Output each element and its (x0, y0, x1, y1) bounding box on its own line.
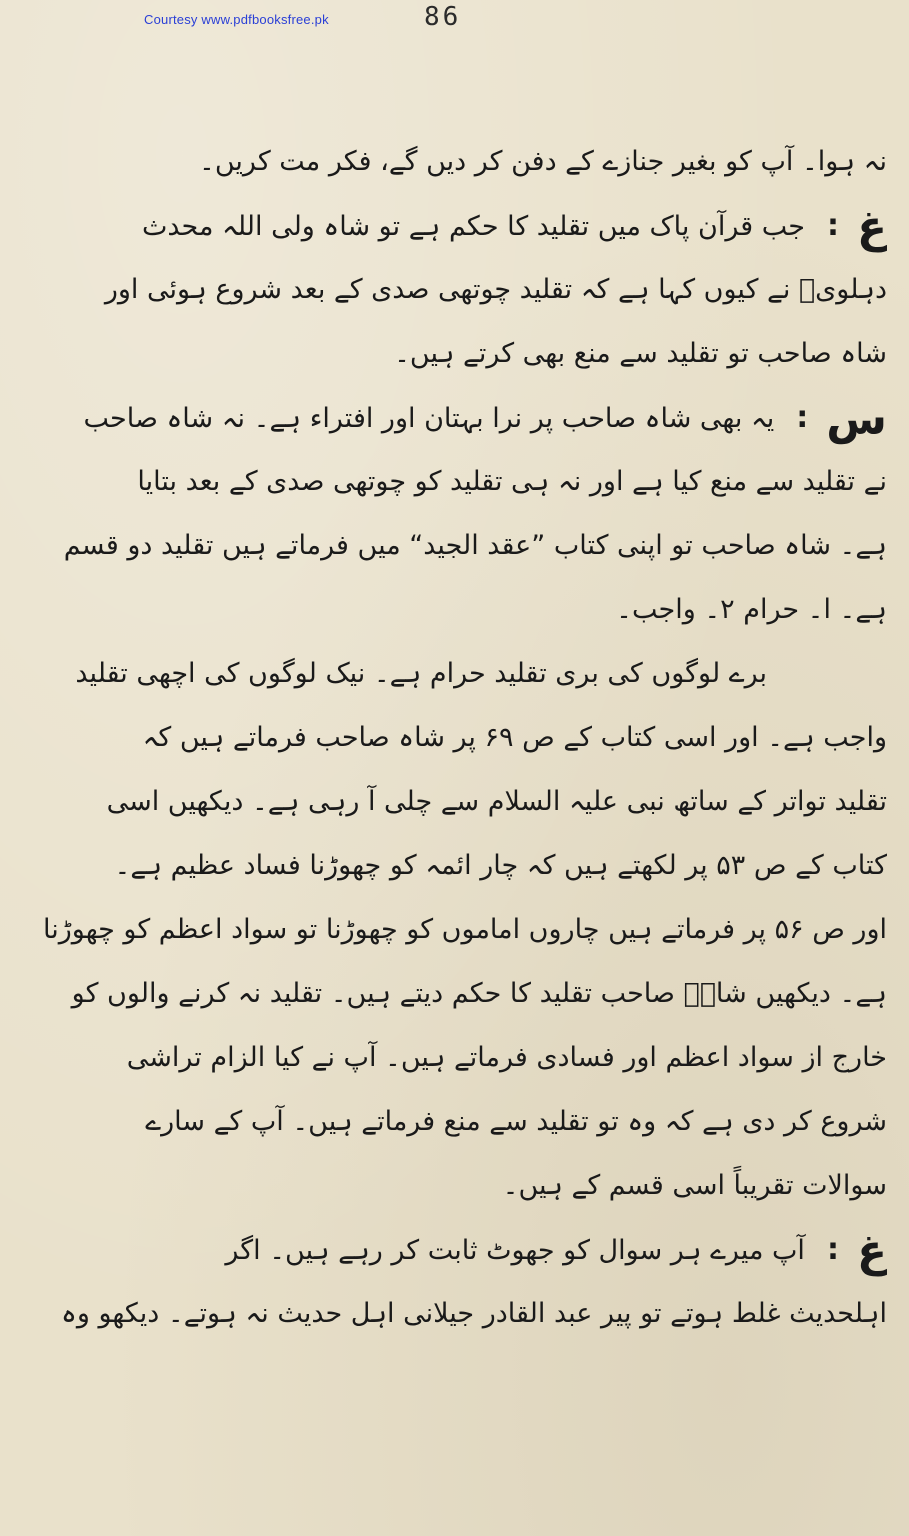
speaker-marker: غ (856, 201, 887, 253)
urdu-text-body (18, 130, 887, 1346)
line-text: نہ ہوا۔ آپ کو بغیر جنازے کے دفن کر دیں گے، فکر مت کریں۔ (199, 146, 887, 177)
speaker-colon: : (796, 400, 809, 435)
line-text: یہ بھی شاہ صاحب پر نرا بہتان اور افتراء ہے۔ نہ شاہ صاحب (83, 403, 775, 434)
line-text: شروع کر دی ہے کہ وہ تو تقلید سے منع فرماتے ہیں۔ آپ کے سارے (145, 1106, 887, 1137)
text-line (18, 962, 887, 1026)
line-text: خارج از سواد اعظم اور فسادی فرماتے ہیں۔ آپ نے کیا الزام تراشی (126, 1042, 887, 1073)
text-line-answer (18, 386, 887, 450)
line-text: آپ میرے ہر سوال کو جھوٹ ثابت کر رہے ہیں۔ اگر (225, 1235, 805, 1266)
courtesy-link[interactable]: Courtesy www.pdfbooksfree.pk (144, 12, 329, 27)
text-line (18, 706, 887, 770)
text-line (18, 258, 887, 322)
text-line-question (18, 194, 887, 258)
line-text: ہے۔ دیکھیں شاہؒ صاحب تقلید کا حکم دیتے ہیں۔ تقلید نہ کرنے والوں کو (71, 978, 887, 1009)
line-text: ہے۔ ا۔ حرام ۲۔ واجب۔ (616, 594, 887, 625)
text-line-question (18, 1218, 887, 1282)
line-text: کتاب کے ص ۵۳ پر لکھتے ہیں کہ چار ائمہ کو چھوڑنا فساد عظیم ہے۔ (114, 850, 887, 881)
text-line (18, 578, 887, 642)
line-text: نے تقلید سے منع کیا ہے اور نہ ہی تقلید کو چوتھی صدی کے بعد بتایا (137, 466, 887, 497)
line-text: واجب ہے۔ اور اسی کتاب کے ص ۶۹ پر شاہ صاحب فرماتے ہیں کہ (142, 722, 887, 753)
text-line (18, 450, 887, 514)
speaker-colon: : (826, 1232, 839, 1267)
line-text: دہلویؒ نے کیوں کہا ہے کہ تقلید چوتھی صدی کے بعد شروع ہوئی اور (104, 274, 887, 305)
line-text: شاہ صاحب تو تقلید سے منع بھی کرتے ہیں۔ (394, 338, 887, 369)
speaker-marker: غ (856, 1225, 887, 1277)
text-line-indented (18, 642, 887, 706)
line-text: اور ص ۵۶ پر فرماتے ہیں چاروں اماموں کو چھوڑنا تو سواد اعظم کو چھوڑنا (42, 914, 887, 945)
text-line (18, 1026, 887, 1090)
text-line (18, 1282, 887, 1346)
text-line (18, 770, 887, 834)
line-text: ہے۔ شاہ صاحب تو اپنی کتاب ”عقد الجید“ میں فرماتے ہیں تقلید دو قسم (63, 530, 887, 561)
text-line (18, 834, 887, 898)
text-line (18, 130, 887, 194)
line-text: اہلحدیث غلط ہوتے تو پیر عبد القادر جیلانی اہل حدیث نہ ہوتے۔ دیکھو وہ (61, 1298, 887, 1329)
line-text: برے لوگوں کی بری تقلید حرام ہے۔ نیک لوگوں کی اچھی تقلید (75, 658, 767, 689)
speaker-marker: س (826, 393, 887, 445)
speaker-colon: : (826, 208, 839, 243)
text-line (18, 898, 887, 962)
line-text: تقلید تواتر کے ساتھ نبی علیہ السلام سے چلی آ رہی ہے۔ دیکھیں اسی (106, 786, 887, 817)
text-line (18, 1154, 887, 1218)
line-text: سوالات تقریباً اسی قسم کے ہیں۔ (502, 1170, 887, 1201)
text-line (18, 322, 887, 386)
page-number: 86 (424, 2, 462, 32)
text-line (18, 1090, 887, 1154)
text-line (18, 514, 887, 578)
line-text: جب قرآن پاک میں تقلید کا حکم ہے تو شاہ ولی اللہ محدث (141, 211, 805, 242)
